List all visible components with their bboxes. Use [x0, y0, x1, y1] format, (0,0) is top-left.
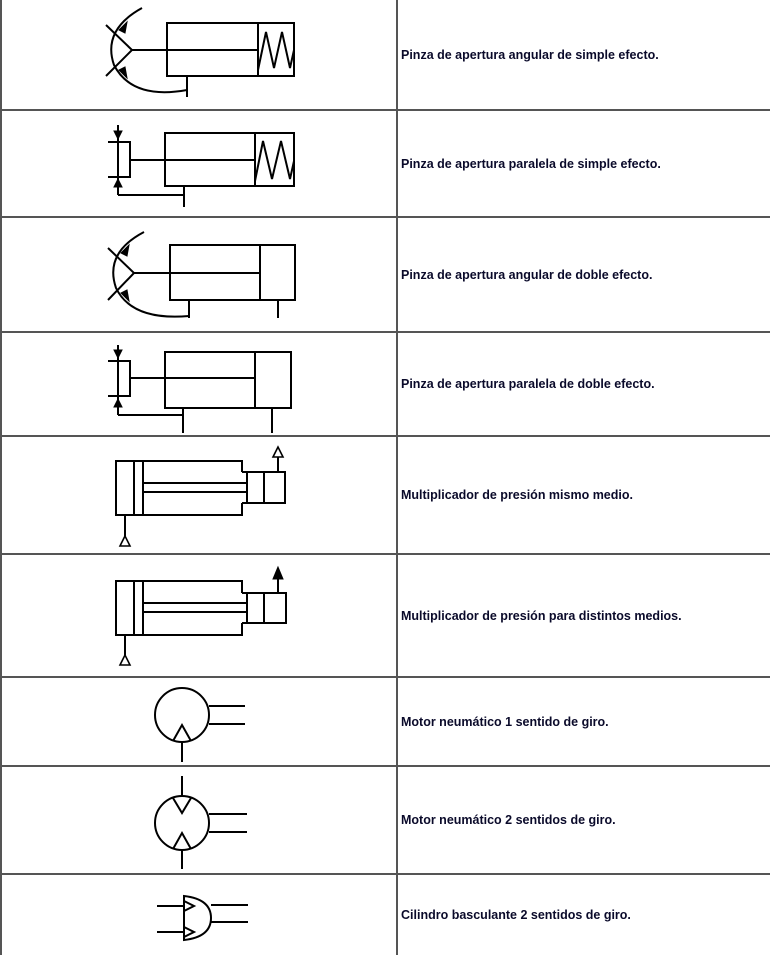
- table-row: [2, 875, 770, 955]
- row-label: Pinza de apertura angular de doble efecto.: [401, 267, 653, 282]
- row-label: Pinza de apertura angular de simple efecto.: [401, 47, 659, 62]
- table-row: [2, 678, 770, 767]
- table-row: [2, 767, 770, 875]
- table-row: [2, 333, 770, 437]
- table-row: [2, 555, 770, 678]
- air-motor-two-directions-icon: [2, 767, 398, 873]
- parallel-gripper-single-icon: [2, 111, 398, 216]
- air-motor-one-direction-icon: [2, 678, 398, 765]
- rotary-actuator-icon: [2, 875, 398, 955]
- row-label: Motor neumático 2 sentidos de giro.: [401, 813, 616, 827]
- angular-gripper-single-icon: [2, 0, 398, 109]
- row-label: Pinza de apertura paralela de doble efecto.: [401, 377, 655, 391]
- row-label: Motor neumático 1 sentido de giro.: [401, 714, 609, 729]
- table-row: [2, 218, 770, 333]
- table-row: [2, 111, 770, 218]
- table-row: [2, 437, 770, 555]
- parallel-gripper-double-icon: [2, 333, 398, 435]
- angular-gripper-double-icon: [2, 218, 398, 331]
- row-label: Multiplicador de presión mismo medio.: [401, 488, 633, 502]
- table-row: [2, 0, 770, 111]
- pressure-intensifier-different-icon: [2, 555, 398, 676]
- row-label: Pinza de apertura paralela de simple efecto.: [401, 156, 661, 171]
- row-label: Cilindro basculante 2 sentidos de giro.: [401, 908, 631, 922]
- row-label: Multiplicador de presión para distintos medios.: [401, 608, 682, 623]
- pressure-intensifier-same-icon: [2, 437, 398, 553]
